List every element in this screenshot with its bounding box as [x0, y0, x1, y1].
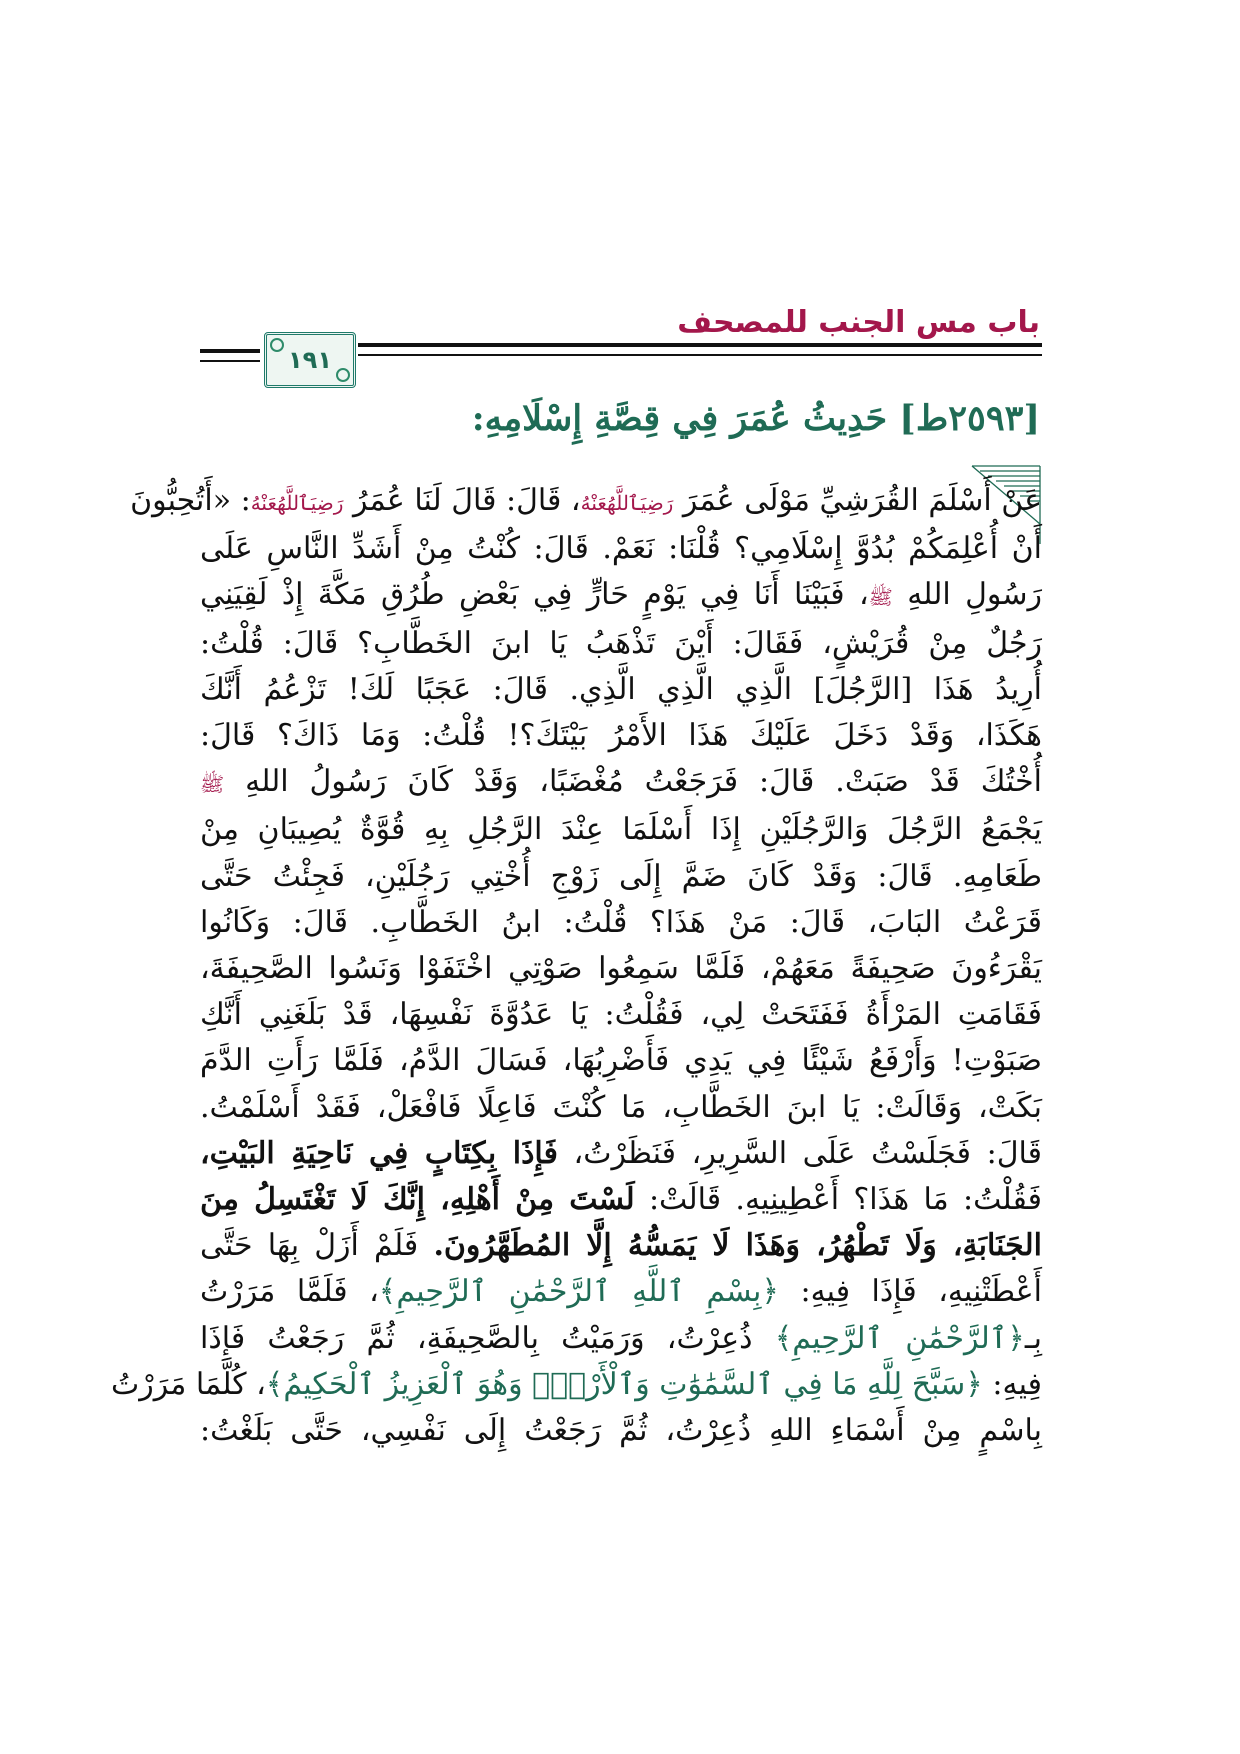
quran-verse: ﴿بِسْمِ ٱللَّهِ ٱلرَّحْمَٰنِ ٱلرَّحِيمِ﴾ — [378, 1274, 779, 1310]
text-line: عَنْ أَسْلَمَ القُرَشِيِّ مَوْلَى عُمَرَ رَضِيَٱللَّهُعَنْهُ، قَالَ: قَالَ لَنَا عُمَرُ رَضِيَٱللَّهُعَنْهُ: «أَتُحِبُّونَ — [130, 483, 1042, 518]
text-line: فَقَامَتِ المَرْأَةُ فَفَتَحَتْ لِي، فَقُلْتُ: يَا عَدُوَّةَ نَفْسِهَا، قَدْ بَلَغَنِي أَنَّكِ — [200, 997, 1042, 1033]
body-text — [110, 478, 1043, 1454]
chapter-title: باب مس الجنب للمصحف — [677, 305, 1040, 340]
quran-verse: ﴿ٱلرَّحْمَٰنِ ٱلرَّحِيمِ﴾ — [774, 1320, 1025, 1356]
text-line: يَجْمَعُ الرَّجُلَ وَالرَّجُلَيْنِ إِذَا أَسْلَمَا عِنْدَ الرَّجُلِ بِهِ قُوَّةٌ يُصِيبَانِ مِنْ — [200, 812, 1042, 848]
text-line: طَعَامِهِ. قَالَ: وَقَدْ كَانَ ضَمَّ إِلَى زَوْجِ أُخْتِي رَجُلَيْنِ، فَجِئْتُ حَتَّى — [200, 858, 1042, 894]
text-line: بَكَتْ، وَقَالَتْ: يَا ابنَ الخَطَّابِ، مَا كُنْتَ فَاعِلًا فَافْعَلْ، فَقَدْ أَسْلَمْتُ. — [200, 1089, 1042, 1125]
text-line: رَسُولِ اللهِ ﷺ، فَبَيْنَا أَنَا فِي يَوْمٍ حَارٍّ فِي بَعْضِ طُرُقِ مَكَّةَ إِذْ لَقِيَنِي — [200, 577, 1042, 613]
section-heading: [٢٥٩٣ط] حَدِيثُ عُمَرَ فِي قِصَّةِ إِسْلَامِهِ: — [471, 398, 1040, 439]
text-line: قَالَ: فَجَلَسْتُ عَلَى السَّرِيرِ، فَنَظَرْتُ، فَإِذَا بِكِتَابٍ فِي نَاحِيَةِ البَيْتِ، — [200, 1135, 1042, 1171]
text-line: هَكَذَا، وَقَدْ دَخَلَ عَلَيْكَ هَذَا الأَمْرُ بَيْتَكَ؟! قُلْتُ: وَمَا ذَاكَ؟ قَالَ: — [200, 718, 1042, 754]
quran-verse: ﴿سَبَّحَ لِلَّهِ مَا فِي ٱلسَّمَٰوَٰتِ وَٱلْأَرْضِۖ وَهُوَ ٱلْعَزِيزُ ٱلْحَكِيمُ﴾ — [265, 1366, 983, 1402]
text-line: رَجُلٌ مِنْ قُرَيْشٍ، فَقَالَ: أَيْنَ تَذْهَبُ يَا ابنَ الخَطَّابِ؟ قَالَ: قُلْتُ: — [200, 625, 1042, 661]
honorific-radiya-anhu: رَضِيَٱللَّهُعَنْهُ — [580, 491, 674, 515]
header-rule-right-top — [358, 343, 1042, 347]
header-rule-left-top — [200, 349, 260, 353]
text-line: قَرَعْتُ البَابَ، قَالَ: مَنْ هَذَا؟ قُلْتُ: ابنُ الخَطَّابِ. قَالَ: وَكَانُوا — [200, 904, 1042, 940]
bold-phrase: الجَنَابَةِ، وَلَا تَطْهُرُ، وَهَذَا لَا يَمَسُّهُ إِلَّا المُطَهَّرُونَ. — [433, 1228, 1042, 1264]
page-number: ١٩١ — [288, 346, 332, 374]
text-line: يَقْرَءُونَ صَحِيفَةً مَعَهُمْ، فَلَمَّا سَمِعُوا صَوْتِي اخْتَفَوْا وَنَسُوا الصَّحِيفَةَ، — [200, 951, 1042, 987]
text-line: بِـ﴿ٱلرَّحْمَٰنِ ٱلرَّحِيمِ﴾ ذُعِرْتُ، وَرَمَيْتُ بِالصَّحِيفَةِ، ثُمَّ رَجَعْتُ فَإِذَا — [200, 1320, 1043, 1356]
text-line: فِيهِ: ﴿سَبَّحَ لِلَّهِ مَا فِي ٱلسَّمَٰوَٰتِ وَٱلْأَرْضِۖ وَهُوَ ٱلْعَزِيزُ ٱلْحَكِيمُ﴾، كُلَّمَا مَرَرْتُ — [110, 1366, 1042, 1402]
text-line: بِاسْمٍ مِنْ أَسْمَاءِ اللهِ ذُعِرْتُ، ثُمَّ رَجَعْتُ إِلَى نَفْسِي، حَتَّى بَلَغْتُ: — [200, 1413, 1042, 1449]
honorific-salla: ﷺ — [868, 585, 893, 610]
text-line: صَبَوْتِ! وَأَرْفَعُ شَيْئًا فِي يَدِي فَأَضْرِبُهَا، فَسَالَ الدَّمُ، فَلَمَّا رَأَتِ الدَّمَ — [200, 1043, 1042, 1079]
honorific-radiya-anhu: رَضِيَٱللَّهُعَنْهُ — [250, 491, 344, 515]
header-rule-right-bottom — [358, 354, 1042, 356]
text-line: الجَنَابَةِ، وَلَا تَطْهُرُ، وَهَذَا لَا يَمَسُّهُ إِلَّا المُطَهَّرُونَ. فَلَمْ أَزَلْ بِهَا حَتَّى — [200, 1228, 1042, 1264]
page-number-badge — [264, 332, 356, 388]
text-line: فَقُلْتُ: مَا هَذَا؟ أَعْطِينِيهِ. قَالَتْ: لَسْتَ مِنْ أَهْلِهِ، إِنَّكَ لَا تَغْتَسِلُ مِنَ — [200, 1182, 1042, 1218]
bold-phrase: لَسْتَ مِنْ أَهْلِهِ، إِنَّكَ لَا تَغْتَسِلُ مِنَ — [200, 1182, 635, 1218]
text-line: أُرِيدُ هَذَا [الرَّجُلَ] الَّذِي الَّذِي الَّذِي. قَالَ: عَجَبًا لَكَ! تَزْعُمُ أَنَّكَ — [200, 671, 1042, 707]
text-line: أَعْطَتْنِيهِ، فَإِذَا فِيهِ: ﴿بِسْمِ ٱللَّهِ ٱلرَّحْمَٰنِ ٱلرَّحِيمِ﴾، فَلَمَّا مَرَرْتُ — [200, 1274, 1042, 1310]
bold-phrase: فَإِذَا بِكِتَابٍ فِي نَاحِيَةِ البَيْتِ، — [200, 1135, 558, 1171]
text-line: أَنْ أُعْلِمَكُمْ بُدُوَّ إِسْلَامِي؟ قُلْنَا: نَعَمْ. قَالَ: كُنْتُ مِنْ أَشَدِّ النَّاسِ عَلَى — [200, 531, 1042, 567]
text-line: أُخْتُكَ قَدْ صَبَتْ. قَالَ: فَرَجَعْتُ مُغْضَبًا، وَقَدْ كَانَ رَسُولُ اللهِ ﷺ — [200, 764, 1042, 800]
header-rule-left-bottom — [200, 360, 260, 362]
honorific-salla: ﷺ — [200, 772, 225, 797]
